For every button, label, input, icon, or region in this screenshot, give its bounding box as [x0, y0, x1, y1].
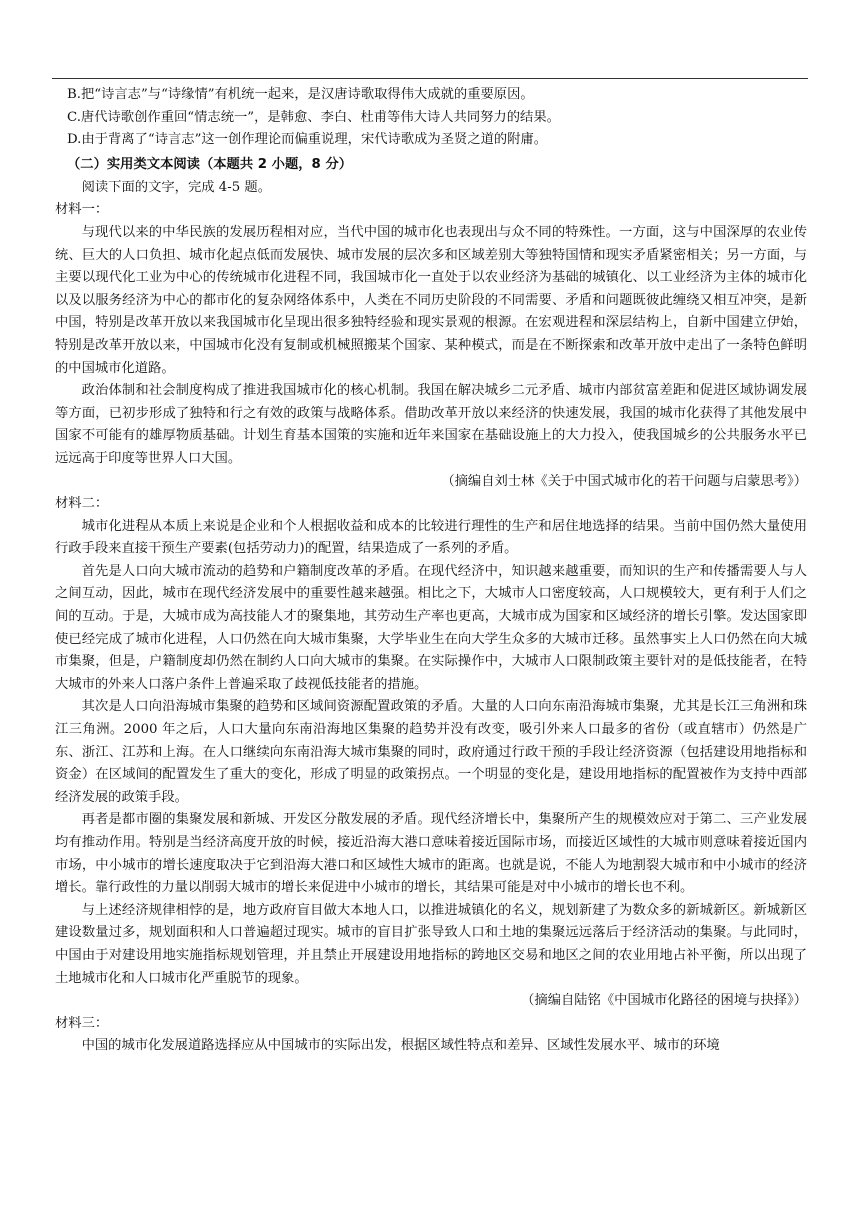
- material-2-source: （摘编自陆铭《中国城市化路径的困境与抉择》）: [521, 993, 807, 1009]
- option-d: D.由于背离了“诗言志”这一创作理论而偏重说理，宋代诗歌成为圣贤之道的附庸。: [67, 132, 548, 148]
- document-body: [55, 84, 807, 1058]
- material-2-paragraph: 其次是人口向沿海城市集聚的趋势和区域间资源配置政策的矛盾。大量的人口向东南沿海城市集聚，尤其是长江三角洲和珠江三角洲。2000 年之后，人口大量向东南沿海地区集聚的趋势并没有改变，吸引外来人口最多的省份（或直辖市）仍然是广东、浙江、江苏和上海。在人口继续向东南沿海大城市集聚的同时，政府通过行政干预的手段让经济资源（包括建设用地指标和资金）在区域间的配置发生了重大的变化，形成了明显的政策拐点。一个明显的变化是，建设用地指标的配置被作为支持中西部经济发展的政策手段。: [55, 699, 807, 805]
- material-3-paragraph: 中国的城市化发展道路选择应从中国城市的实际出发，根据区域性特点和差异、区域性发展水平、城市的环境: [81, 1038, 720, 1054]
- material-2-label: 材料二：: [55, 496, 109, 512]
- section-heading: （二）实用类文本阅读（本题共 2 小题，8 分）: [67, 156, 353, 172]
- material-2-paragraph: 与上述经济规律相悖的是，地方政府盲目做大本地人口，以推进城镇化的名义，规划新建了为数众多的新城新区。新城新区建设数量过多，规划面积和人口普遍超过现实。城市的盲目扩张导致人口和土地的集聚远远落后于经济活动的集聚。与此同时，中国由于对建设用地实施指标规划管理，并且禁止开展建设用地指标的跨地区交易和地区之间的农业用地占补平衡，所以出现了土地城市化和人口城市化严重脱节的现象。: [55, 902, 807, 986]
- material-2-paragraph: 城市化进程从本质上来说是企业和个人根据收益和成本的比较进行理性的生产和居住地选择的结果。当前中国仍然大量使用行政手段来直接干预生产要素(包括劳动力)的配置，结果造成了一系列的矛盾。: [55, 518, 807, 557]
- header-rule: [52, 78, 808, 79]
- material-1-paragraph: 与现代以来的中华民族的发展历程相对应，当代中国的城市化也表现出与众不同的特殊性。一方面，这与中国深厚的农业传统、巨大的人口负担、城市化起点低而发展快、城市发展的层次多和区域差别大等独特国情和现实矛盾紧密相关；另一方面，与主要以现代化工业为中心的传统城市化进程不同，我国城市化一直处于以农业经济为基础的城镇化、以工业经济为主体的城市化以及以服务经济为中心的都市化的复杂网络体系中，人类在不同历史阶段的不同需要、矛盾和问题既彼此缠绕又相互冲突，是新中国，特别是改革开放以来我国城市化呈现出很多独特经验和现实景观的根源。在宏观进程和深层结构上，自新中国建立伊始，特别是改革开放以来，中国城市化没有复制或机械照搬某个国家、某种模式，而是在不断探索和改革开放中走出了一条特色鲜明的中国城市化道路。: [55, 224, 807, 376]
- section-instruction: 阅读下面的文字，完成 4-5 题。: [81, 179, 272, 195]
- material-1-paragraph: 政治体制和社会制度构成了推进我国城市化的核心机制。我国在解决城乡二元矛盾、城市内部贫富差距和促进区域协调发展等方面，已初步形成了独特和行之有效的政策与战略体系。借助改革开放以来经济的快速发展，我国的城市化获得了其他发展中国家不可能有的雄厚物质基础。计划生育基本国策的实施和近年来国家在基础设施上的大力投入，使我国城乡的公共服务水平已远远高于印度等世界人口大国。: [55, 383, 807, 466]
- material-3-label: 材料三：: [55, 1015, 109, 1031]
- option-c: C.唐代诗歌创作重回“情志统一”，是韩愈、李白、杜甫等伟大诗人共同努力的结果。: [67, 109, 560, 125]
- option-b: B.把“诗言志”与“诗缘情”有机统一起来，是汉唐诗歌取得伟大成就的重要原因。: [67, 87, 534, 102]
- material-1-label: 材料一：: [55, 202, 109, 218]
- material-2-paragraph: 首先是人口向大城市流动的趋势和户籍制度改革的矛盾。在现代经济中，知识越来越重要，而知识的生产和传播需要人与人之间互动，因此，城市在现代经济发展中的重要性越来越强。相比之下，大城市人口密度较高，人口规模较大，更有利于人们之间的互动。于是，大城市成为高技能人才的聚集地，其劳动生产率也更高，大城市成为国家和区域经济的增长引擎。发达国家即使已经完成了城市化进程，人口仍然在向大城市集聚，大学毕业生在向大学生众多的大城市迁移。虽然事实上人口仍然在向大城市集聚，但是，户籍制度却仍然在制约人口向大城市的集聚。在实际操作中，大城市人口限制政策主要针对的是低技能者，在特大城市的外来人口落户条件上普遍采取了歧视低技能者的措施。: [55, 563, 807, 692]
- material-1-source: （摘编自刘士林《关于中国式城市化的若干问题与启蒙思考》）: [441, 473, 807, 489]
- material-2-paragraph: 再者是都市圈的集聚发展和新城、开发区分散发展的矛盾。现代经济增长中，集聚所产生的规模效应对于第二、三产业发展均有推动作用。特别是当经济高度开放的时候，接近沿海大港口意味着接近国际市场，而接近区域性的大城市则意味着接近国内市场，中小城市的增长速度取决于它到沿海大港口和区域性大城市的距离。也就是说，不能人为地割裂大城市和中小城市的经济增长。靠行政性的力量以削弱大城市的增长来促进中小城市的增长，其结果可能是对中小城市的增长也不利。: [55, 812, 807, 896]
